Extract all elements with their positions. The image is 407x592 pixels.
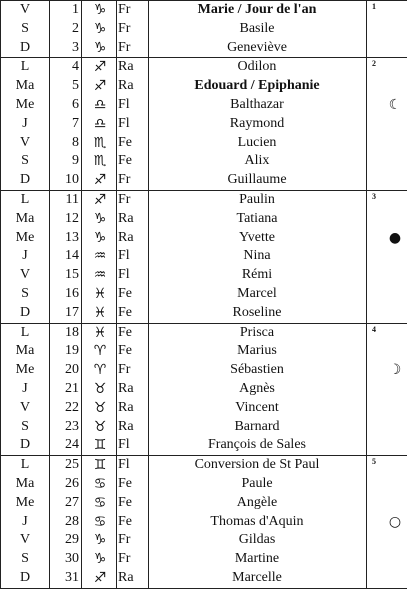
day-row xyxy=(1,380,407,399)
day-number: 30 xyxy=(65,551,79,567)
element-code: Fl xyxy=(118,457,130,473)
weekday-abbrev: V xyxy=(19,267,31,283)
day-row xyxy=(1,436,407,455)
saint-name: Conversion de St Paul xyxy=(194,457,320,473)
day-number: 9 xyxy=(72,153,79,169)
pisces-fish-icon: ♓ xyxy=(93,304,107,321)
saint-name: Lucien xyxy=(237,134,277,150)
moon-phase-icon: ○ xyxy=(388,513,402,530)
weekday-abbrev: J xyxy=(22,248,28,264)
saint-name: Vincent xyxy=(235,399,279,415)
capricorn-goat-icon: ♑ xyxy=(93,551,107,568)
day-number: 20 xyxy=(65,362,79,378)
day-number: 28 xyxy=(65,513,79,529)
day-number: 18 xyxy=(65,324,79,340)
day-row xyxy=(1,304,407,323)
saint-name: Nina xyxy=(243,248,271,264)
saint-name: Thomas d'Aquin xyxy=(210,513,304,529)
weekday-abbrev: Ma xyxy=(15,210,35,226)
day-number: 16 xyxy=(65,285,79,301)
day-number: 27 xyxy=(65,494,79,510)
day-row xyxy=(1,361,407,380)
moon-phase-icon: ☽ xyxy=(388,362,402,379)
element-code: Fr xyxy=(118,172,131,188)
weekday-abbrev: Ma xyxy=(15,78,35,94)
weekday-abbrev: V xyxy=(19,134,31,150)
moon-phase-icon: ☾ xyxy=(388,96,402,113)
sagittarius-archer-icon: ♐ xyxy=(93,78,107,95)
week-block xyxy=(0,190,407,323)
element-code: Fe xyxy=(118,475,132,491)
day-number: 2 xyxy=(72,20,79,36)
day-number: 21 xyxy=(65,380,79,396)
weekday-abbrev: D xyxy=(19,39,31,55)
element-code: Ra xyxy=(118,78,134,94)
element-code: Fr xyxy=(118,39,131,55)
weekday-abbrev: V xyxy=(19,532,31,548)
element-code: Ra xyxy=(118,380,134,396)
day-number: 24 xyxy=(65,437,79,453)
sagittarius-archer-icon: ♐ xyxy=(93,191,107,208)
element-code: Fr xyxy=(118,551,131,567)
day-row xyxy=(1,399,407,418)
saint-name: Marcel xyxy=(237,285,277,301)
weekday-abbrev: S xyxy=(21,418,29,434)
day-number: 19 xyxy=(65,343,79,359)
day-number: 12 xyxy=(65,210,79,226)
week-number: 3 xyxy=(372,191,376,201)
element-code: Fl xyxy=(118,437,130,453)
weekday-abbrev: Me xyxy=(15,494,35,510)
day-row xyxy=(1,191,407,210)
weekday-abbrev: L xyxy=(20,59,30,75)
element-code: Ra xyxy=(118,59,134,75)
day-row xyxy=(1,77,407,96)
saint-name: Prisca xyxy=(239,324,275,340)
day-number: 29 xyxy=(65,532,79,548)
capricorn-goat-icon: ♑ xyxy=(93,210,107,227)
day-number: 7 xyxy=(72,115,79,131)
element-code: Fe xyxy=(118,285,132,301)
week-block xyxy=(0,0,407,57)
day-row xyxy=(1,285,407,304)
week-block xyxy=(0,323,407,456)
weekday-abbrev: Ma xyxy=(15,343,35,359)
element-code: Ra xyxy=(118,210,134,226)
week-number: 1 xyxy=(372,2,376,11)
element-code: Fr xyxy=(118,191,131,207)
element-code: Fe xyxy=(118,494,132,510)
saint-name: Marcelle xyxy=(232,569,282,585)
saint-name: Roseline xyxy=(232,304,282,320)
day-row xyxy=(1,550,407,569)
day-row xyxy=(1,96,407,115)
weekday-abbrev: D xyxy=(19,172,31,188)
day-row xyxy=(1,494,407,513)
saint-name: Edouard / Epiphanie xyxy=(194,78,320,94)
capricorn-goat-icon: ♑ xyxy=(93,2,107,18)
aquarius-water-bearer-icon: ♒ xyxy=(93,248,107,265)
saint-name: Marie / Jour de l'an xyxy=(197,2,317,17)
element-code: Fe xyxy=(118,324,132,340)
element-code: Fl xyxy=(118,248,130,264)
weekday-abbrev: L xyxy=(20,324,30,340)
day-number: 8 xyxy=(72,134,79,150)
saint-name: Barnard xyxy=(234,418,280,434)
day-row xyxy=(1,456,407,475)
element-code: Fe xyxy=(118,134,132,150)
saint-name: Angèle xyxy=(236,494,278,510)
element-code: Fl xyxy=(118,267,130,283)
day-row xyxy=(1,475,407,494)
day-row xyxy=(1,210,407,229)
day-row xyxy=(1,569,407,588)
saint-name: Rémi xyxy=(241,267,273,283)
element-code: Fe xyxy=(118,153,132,169)
weekday-abbrev: L xyxy=(20,191,30,207)
day-row xyxy=(1,324,407,343)
taurus-bull-icon: ♉ xyxy=(93,418,107,435)
day-row xyxy=(1,342,407,361)
day-row xyxy=(1,20,407,39)
pisces-fish-icon: ♓ xyxy=(93,324,107,341)
day-number: 31 xyxy=(65,569,79,585)
day-number: 23 xyxy=(65,418,79,434)
day-row xyxy=(1,247,407,266)
saint-name: Alix xyxy=(244,153,270,169)
weekday-abbrev: V xyxy=(19,2,31,17)
weekday-abbrev: Me xyxy=(15,96,35,112)
weekday-abbrev: D xyxy=(19,569,31,585)
element-code: Fr xyxy=(118,2,131,17)
weekday-abbrev: Ma xyxy=(15,475,35,491)
day-number: 6 xyxy=(72,96,79,112)
day-row xyxy=(1,152,407,171)
weekday-abbrev: L xyxy=(20,457,30,473)
element-code: Fe xyxy=(118,343,132,359)
week-number: 5 xyxy=(372,457,376,467)
weekday-abbrev: S xyxy=(21,20,29,36)
saint-name: Odilon xyxy=(237,59,277,75)
saint-name: Martine xyxy=(234,551,280,567)
scorpio-scorpion-icon: ♏ xyxy=(93,134,107,151)
aries-ram-icon: ♈ xyxy=(93,362,107,379)
element-code: Ra xyxy=(118,229,134,245)
week-block xyxy=(0,57,407,190)
weekday-abbrev: Me xyxy=(15,362,35,378)
capricorn-goat-icon: ♑ xyxy=(93,39,107,56)
element-code: Fr xyxy=(118,362,131,378)
sagittarius-archer-icon: ♐ xyxy=(93,59,107,76)
capricorn-goat-icon: ♑ xyxy=(93,532,107,549)
weekday-abbrev: J xyxy=(22,115,28,131)
cancer-crab-icon: ♋ xyxy=(93,494,107,511)
element-code: Fe xyxy=(118,513,132,529)
day-row xyxy=(1,39,407,58)
weekday-abbrev: S xyxy=(21,285,29,301)
day-number: 25 xyxy=(65,457,79,473)
saint-name: Gildas xyxy=(238,532,276,548)
day-number: 14 xyxy=(65,248,79,264)
day-row xyxy=(1,418,407,437)
saint-name: François de Sales xyxy=(208,437,306,453)
day-row xyxy=(1,513,407,532)
libra-scales-icon: ♎ xyxy=(93,115,107,132)
taurus-bull-icon: ♉ xyxy=(93,380,107,397)
aquarius-water-bearer-icon: ♒ xyxy=(93,267,107,284)
weekday-abbrev: Me xyxy=(15,229,35,245)
day-number: 3 xyxy=(72,39,79,55)
pisces-fish-icon: ♓ xyxy=(93,285,107,302)
weekday-abbrev: J xyxy=(22,513,28,529)
day-number: 1 xyxy=(72,2,79,17)
day-row xyxy=(1,1,407,20)
day-number: 22 xyxy=(65,399,79,415)
day-number: 11 xyxy=(65,191,79,207)
saint-name: Raymond xyxy=(229,115,285,131)
saint-name: Yvette xyxy=(239,229,275,245)
saint-name: Paule xyxy=(241,475,273,491)
aries-ram-icon: ♈ xyxy=(93,343,107,360)
day-row xyxy=(1,531,407,550)
element-code: Fr xyxy=(118,532,131,548)
taurus-bull-icon: ♉ xyxy=(93,399,107,416)
saint-name: Paulin xyxy=(239,191,275,207)
moon-phase-icon: ● xyxy=(388,229,402,246)
day-row xyxy=(1,229,407,248)
day-number: 17 xyxy=(65,304,79,320)
weekday-abbrev: D xyxy=(19,437,31,453)
sagittarius-archer-icon: ♐ xyxy=(93,172,107,189)
element-code: Ra xyxy=(118,418,134,434)
day-number: 5 xyxy=(72,78,79,94)
weekday-abbrev: S xyxy=(21,551,29,567)
capricorn-goat-icon: ♑ xyxy=(93,229,107,246)
saint-name: Tatiana xyxy=(236,210,278,226)
day-number: 26 xyxy=(65,475,79,491)
saint-name: Balthazar xyxy=(230,96,284,112)
element-code: Fe xyxy=(118,304,132,320)
day-number: 15 xyxy=(65,267,79,283)
week-block xyxy=(0,455,407,589)
saint-name: Agnès xyxy=(239,380,275,396)
scorpio-scorpion-icon: ♏ xyxy=(93,153,107,170)
day-row xyxy=(1,171,407,190)
saint-name: Geneviève xyxy=(227,39,287,55)
element-code: Fl xyxy=(118,96,130,112)
day-number: 4 xyxy=(72,59,79,75)
day-row xyxy=(1,266,407,285)
weekday-abbrev: D xyxy=(19,304,31,320)
saint-name: Sébastien xyxy=(230,362,284,378)
day-row xyxy=(1,58,407,77)
saint-name: Guillaume xyxy=(227,172,287,188)
day-number: 10 xyxy=(65,172,79,188)
weekday-abbrev: V xyxy=(19,399,31,415)
element-code: Ra xyxy=(118,569,134,585)
libra-scales-icon: ♎ xyxy=(93,96,107,113)
week-number: 2 xyxy=(372,59,376,69)
element-code: Fl xyxy=(118,115,130,131)
weekday-abbrev: S xyxy=(21,153,29,169)
saint-name: Marius xyxy=(237,343,277,359)
weekday-abbrev: J xyxy=(22,380,28,396)
sagittarius-archer-icon: ♐ xyxy=(93,569,107,586)
saint-name: Basile xyxy=(239,20,275,36)
gemini-twins-icon: ♊ xyxy=(93,457,107,474)
cancer-crab-icon: ♋ xyxy=(93,475,107,492)
element-code: Fr xyxy=(118,20,131,36)
gemini-twins-icon: ♊ xyxy=(93,437,107,454)
capricorn-goat-icon: ♑ xyxy=(93,20,107,37)
day-row xyxy=(1,115,407,134)
day-row xyxy=(1,134,407,153)
day-number: 13 xyxy=(65,229,79,245)
week-number: 4 xyxy=(372,324,376,334)
element-code: Ra xyxy=(118,399,134,415)
cancer-crab-icon: ♋ xyxy=(93,513,107,530)
